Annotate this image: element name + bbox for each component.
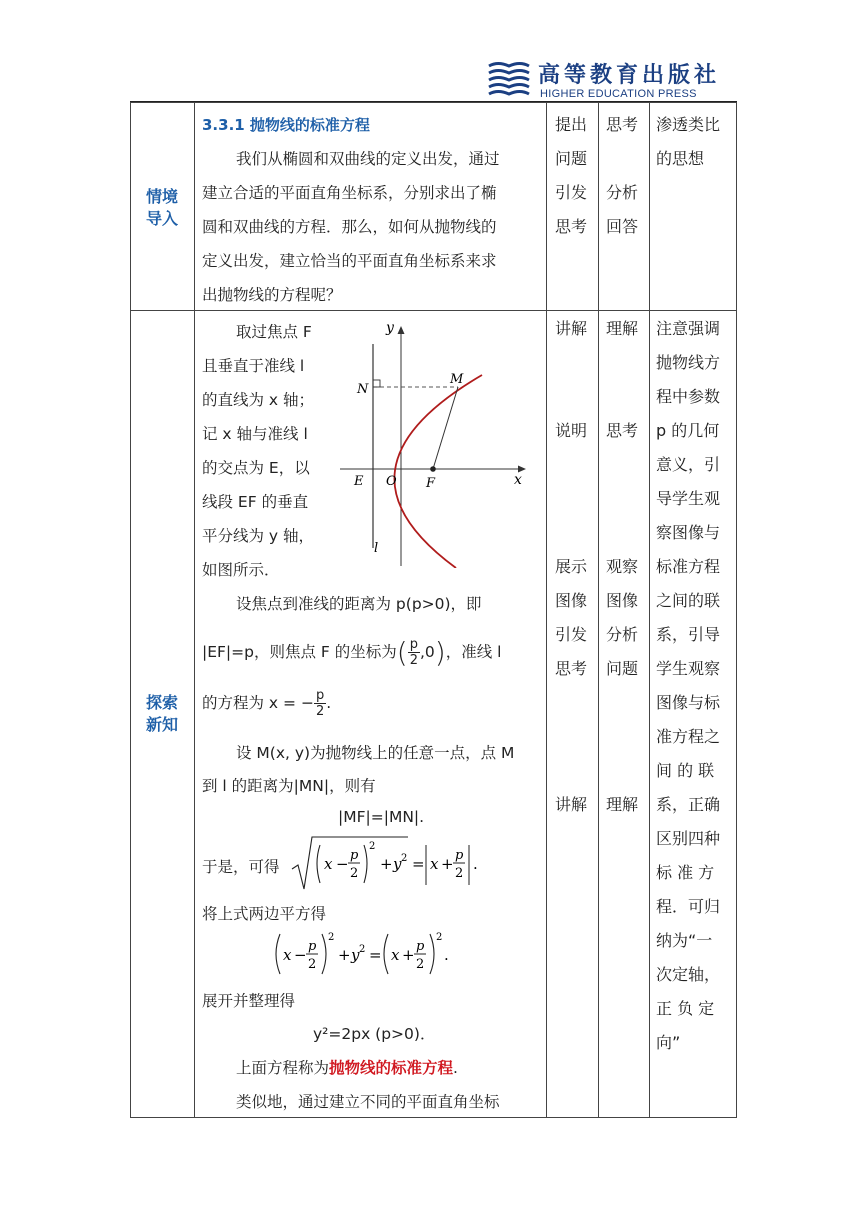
row1-teacher-activity <box>555 108 587 244</box>
intent-line: 程．可归 <box>656 897 721 916</box>
intent-line: 注意强调 <box>656 319 721 338</box>
svg-text:2: 2 <box>359 944 366 955</box>
point-n-label: N <box>357 382 369 397</box>
thus-label: 于是，可得 <box>202 858 280 876</box>
student-activity-line: 问题 <box>606 659 639 678</box>
teacher-activity-line: 讲解 <box>555 795 588 814</box>
book-waves-icon <box>486 60 532 100</box>
teacher-activity-line: 问题 <box>555 149 588 168</box>
directrix-label: l <box>374 541 379 556</box>
p-definition-tail: ，准线 l <box>445 643 502 661</box>
intent-line: p 的几何 <box>656 421 720 440</box>
svg-text:−: − <box>336 855 349 873</box>
teacher-activity-line: 讲解 <box>555 319 588 338</box>
point-e-label: E <box>354 474 364 489</box>
teacher-activity-line: 提出 <box>555 115 588 134</box>
intent-line: 抛物线方 <box>656 353 721 372</box>
parabola-curve <box>394 375 482 568</box>
frac-num: p <box>314 688 326 704</box>
intent-line: 纳为“一 <box>656 931 713 950</box>
y-axis-label: y <box>386 320 394 336</box>
directrix-equation: 的方程为 x = − $\frac{p}{2}$ . <box>202 688 332 719</box>
frac-den: 2 <box>350 866 359 881</box>
frac-num: p <box>416 939 425 954</box>
intent-line: 标 准 方 <box>656 863 715 882</box>
teacher-activity-line: 图像 <box>555 591 588 610</box>
fraction-p-over-2 <box>314 688 326 719</box>
row1-student-activity <box>606 108 638 244</box>
highlight-term: 抛物线的标准方程 <box>329 1059 454 1077</box>
row2-teacher-activity-4 <box>555 788 587 822</box>
stage-label-intro: 情境导入 <box>145 187 178 228</box>
student-activity-line: 分析 <box>606 183 639 202</box>
setup-line-7: 平分线为 y 轴， <box>202 527 315 545</box>
row2-student-activity-3 <box>606 550 638 686</box>
square-label: 将上式两边平方得 <box>202 905 327 923</box>
publisher-name-cn: 高等教育出版社 <box>538 63 721 88</box>
intent-line: 系，正确 <box>656 795 721 814</box>
standard-equation: y²=2px (p>0)． <box>313 1025 436 1043</box>
y-axis-arrow <box>398 326 405 334</box>
intent-line: 标准方程 <box>656 557 721 576</box>
intro-line-2: 建立合适的平面直角坐标系，分别求出了椭 <box>202 184 497 202</box>
intent-line: 察图像与 <box>656 523 721 542</box>
stage-label-explore: 探索新知 <box>145 693 178 734</box>
section-title: 3.3.1 抛物线的标准方程 <box>202 116 370 134</box>
similarly-line: 类似地，通过建立不同的平面直角坐标 <box>236 1093 500 1111</box>
row2-student-activity-2 <box>606 414 638 448</box>
frac-num: p <box>455 848 464 863</box>
student-activity-line: 思考 <box>606 421 639 440</box>
fraction-p-over-2 <box>408 637 420 668</box>
student-activity-line: 分析 <box>606 625 639 644</box>
svg-text:.: . <box>444 946 449 964</box>
svg-text:.: . <box>473 855 478 873</box>
svg-text:y: y <box>393 855 402 873</box>
intent-line: 间 的 联 <box>656 761 715 780</box>
svg-text:x: x <box>391 946 400 964</box>
intro-line-4: 定义出发，建立恰当的平面直角坐标系来求 <box>202 252 497 270</box>
sqrt-equation <box>290 833 480 893</box>
svg-text:2: 2 <box>369 841 376 852</box>
zero: 0 <box>424 643 435 661</box>
intent-line: 准方程之 <box>656 727 721 746</box>
setup-line-4: 记 x 轴与准线 l <box>202 425 308 443</box>
intent-line: 意义，引 <box>656 455 721 474</box>
setup-line-3: 的直线为 x 轴； <box>202 391 315 409</box>
x-axis-label: x <box>514 472 522 488</box>
student-activity-line: 思考 <box>606 115 639 134</box>
teacher-activity-line: 引发 <box>555 183 588 202</box>
row1-design-intent <box>656 108 720 176</box>
expand-label: 展开并整理得 <box>202 992 296 1010</box>
focus-point <box>430 466 436 472</box>
setup-line-8: 如图所示． <box>202 561 280 579</box>
svg-text:y: y <box>351 946 360 964</box>
student-activity-line: 理解 <box>606 795 639 814</box>
row2-design-intent <box>656 312 720 1060</box>
setup-line-6: 线段 EF 的垂直 <box>202 493 309 511</box>
point-f-label: F <box>426 476 436 491</box>
svg-text:x: x <box>324 855 333 873</box>
row2-teacher-activity-1 <box>555 312 587 346</box>
frac-den: 2 <box>409 653 418 668</box>
setup-line-1: 取过焦点 F <box>236 323 312 341</box>
intent-line: 次定轴， <box>656 965 721 984</box>
frac-num: p <box>350 848 359 863</box>
intro-line-3: 圆和双曲线的方程．那么，如何从抛物线的 <box>202 218 497 236</box>
intent-line: 程中参数 <box>656 387 721 406</box>
point-m-label: M <box>450 372 464 387</box>
svg-text:x: x <box>430 855 439 873</box>
svg-text:=: = <box>369 946 382 964</box>
teacher-activity-line: 思考 <box>555 659 588 678</box>
frac-num: p <box>408 637 420 653</box>
publisher-logo <box>486 58 726 104</box>
student-activity-line: 理解 <box>606 319 639 338</box>
named-equation-line <box>236 1056 458 1078</box>
row2-student-activity-4 <box>606 788 638 822</box>
p-definition-line-1: 设焦点到准线的距离为 p(p>0)，即 <box>236 595 482 613</box>
intro-line-5: 出抛物线的方程呢？ <box>202 286 342 304</box>
frac-den: 2 <box>315 704 325 719</box>
teacher-activity-line: 思考 <box>555 217 588 236</box>
publisher-name-en: HIGHER EDUCATION PRESS <box>540 88 697 100</box>
intent-line: 渗透类比 <box>656 115 721 134</box>
svg-text:2: 2 <box>436 932 443 943</box>
setup-line-2: 且垂直于准线 l <box>202 357 305 375</box>
teacher-activity-line: 展示 <box>555 557 588 576</box>
set-m-line-1: 设 M(x, y)为抛物线上的任意一点，点 M <box>236 744 515 762</box>
row2-teacher-activity-2 <box>555 414 587 448</box>
intent-line: 向” <box>656 1033 681 1052</box>
student-activity-line: 回答 <box>606 217 639 236</box>
intent-line: 导学生观 <box>656 489 721 508</box>
intro-line-1: 我们从椭圆和双曲线的定义出发，通过 <box>236 150 500 168</box>
p-definition-line-2: |EF|=p，则焦点 F 的坐标为( $\frac{p}{2}$ ,0)，准线 l <box>202 636 502 669</box>
svg-text:2: 2 <box>328 932 335 943</box>
svg-text:=: = <box>412 855 425 873</box>
named-prefix: 上面方程称为 <box>236 1059 330 1077</box>
intent-line: 正 负 定 <box>656 999 715 1018</box>
svg-text:+: + <box>402 946 415 964</box>
frac-den: 2 <box>416 957 425 972</box>
p-definition-text: |EF|=p，则焦点 F 的坐标为 <box>202 643 397 661</box>
intent-line: 之间的联 <box>656 591 721 610</box>
named-suffix: . <box>453 1059 458 1077</box>
svg-text:−: − <box>294 946 307 964</box>
svg-text:+: + <box>338 946 351 964</box>
directrix-eq-text: 的方程为 x = − <box>202 694 314 712</box>
intent-line: 学生观察 <box>656 659 721 678</box>
frac-den: 2 <box>308 957 317 972</box>
intent-line: 区别四种 <box>656 829 721 848</box>
intent-line: 图像与标 <box>656 693 721 712</box>
right-paren: ) <box>434 636 446 669</box>
student-activity-line: 观察 <box>606 557 639 576</box>
right-angle-mark <box>373 380 380 387</box>
svg-text:2: 2 <box>401 853 408 864</box>
student-activity-line <box>606 142 638 176</box>
setup-line-5: 的交点为 E，以 <box>202 459 310 477</box>
row2-student-activity-1 <box>606 312 638 346</box>
frac-den: 2 <box>455 866 464 881</box>
origin-label: O <box>386 474 397 489</box>
squared-equation <box>270 928 470 980</box>
mf-equals-mn: |MF|=|MN|. <box>338 808 425 826</box>
frac-num: p <box>308 939 317 954</box>
student-activity-line: 图像 <box>606 591 639 610</box>
left-paren: ( <box>396 636 408 669</box>
teacher-activity-line: 引发 <box>555 625 588 644</box>
intent-line: 的思想 <box>656 149 705 168</box>
parabola-figure <box>336 316 536 568</box>
teacher-activity-line: 说明 <box>555 421 588 440</box>
svg-text:+: + <box>380 855 393 873</box>
row2-teacher-activity-3 <box>555 550 587 686</box>
intent-line: 系，引导 <box>656 625 721 644</box>
svg-text:x: x <box>283 946 292 964</box>
svg-text:+: + <box>441 855 454 873</box>
set-m-line-2: 到 l 的距离为|MN|，则有 <box>202 777 376 795</box>
